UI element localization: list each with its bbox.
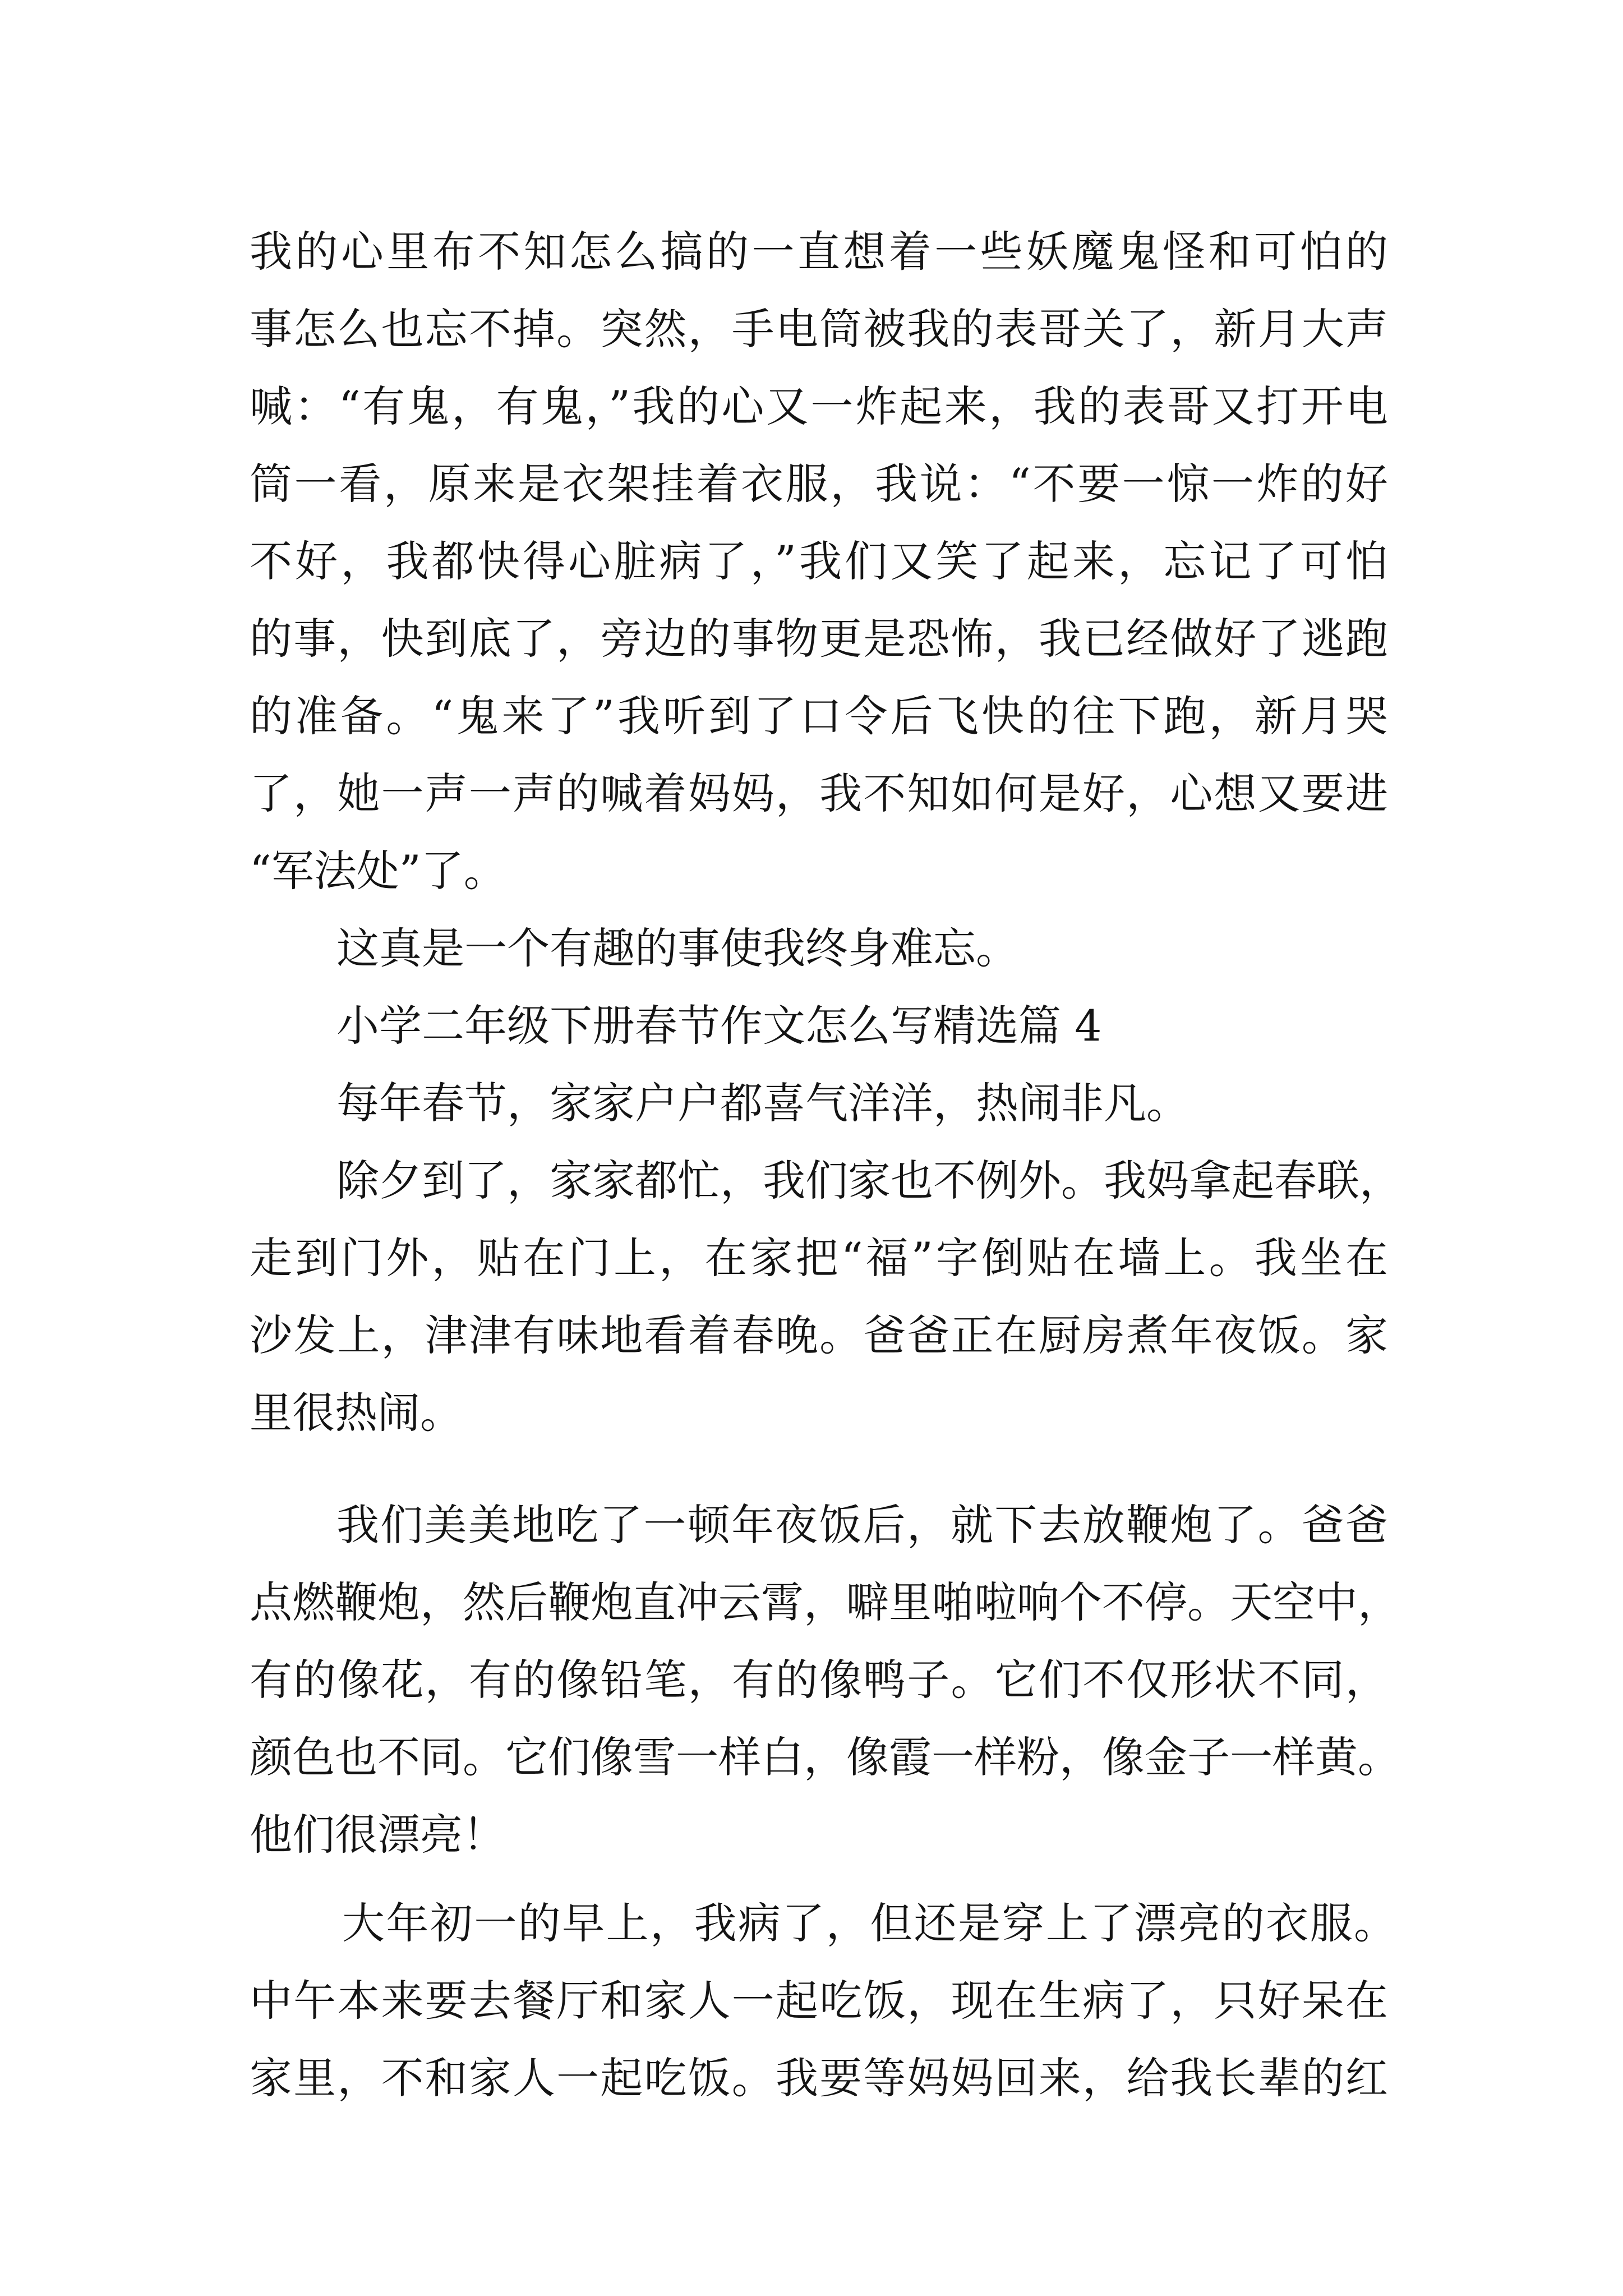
- text-line: 点燃鞭炮，然后鞭炮直冲云霄，噼里啪啦响个不停。天空中，: [250, 1577, 1400, 1627]
- text-line: 的准备。“鬼来了”我听到了口令后飞快的往下跑，新月哭: [250, 691, 1388, 741]
- text-line: 我们美美地吃了一顿年夜饭后，就下去放鞭炮了。爸爸: [336, 1500, 1388, 1550]
- section-heading: 小学二年级下册春节作文怎么写精选篇 4: [336, 1001, 1102, 1051]
- text-line: 中午本来要去餐厅和家人一起吃饭，现在生病了，只好呆在: [250, 1976, 1388, 2026]
- text-line: 大年初一的早上，我病了，但还是穿上了漂亮的衣服。: [342, 1898, 1396, 1948]
- text-line: “军法处”了。: [250, 846, 506, 896]
- text-line: 颜色也不同。它们像雪一样白，像霞一样粉，像金子一样黄。: [250, 1732, 1400, 1782]
- text-line: 除夕到了，家家都忙，我们家也不例外。我妈拿起春联，: [336, 1156, 1402, 1205]
- text-line: 家里，不和家人一起吃饭。我要等妈妈回来，给我长辈的红: [250, 2053, 1388, 2103]
- text-line: 不好，我都快得心脏病了，”我们又笑了起来，忘记了可怕: [250, 536, 1388, 586]
- text-line: 我的心里布不知怎么搞的一直想着一些妖魔鬼怪和可怕的: [250, 227, 1388, 277]
- text-line: 他们很漂亮！: [250, 1810, 505, 1860]
- text-line: 的事，快到底了，旁边的事物更是恐怖，我已经做好了逃跑: [250, 614, 1388, 664]
- text-line: 有的像花，有的像铅笔，有的像鸭子。它们不仅形状不同，: [250, 1655, 1388, 1705]
- text-line: 了，她一声一声的喊着妈妈，我不知如何是好，心想又要进: [250, 769, 1388, 818]
- text-line: 喊：“有鬼，有鬼，”我的心又一炸起来，我的表哥又打开电: [250, 381, 1388, 431]
- text-line: 筒一看，原来是衣架挂着衣服，我说：“不要一惊一炸的好: [250, 459, 1388, 509]
- text-line: 每年春节，家家户户都喜气洋洋，热闹非凡。: [336, 1078, 1189, 1128]
- text-line: 这真是一个有趣的事使我终身难忘。: [336, 923, 1018, 973]
- text-line: 沙发上，津津有味地看着春晚。爸爸正在厨房煮年夜饭。家: [250, 1310, 1388, 1360]
- text-line: 走到门外，贴在门上，在家把“福”字倒贴在墙上。我坐在: [250, 1233, 1388, 1283]
- text-line: 里很热闹。: [250, 1388, 463, 1438]
- text-line: 事怎么也忘不掉。突然，手电筒被我的表哥关了，新月大声: [250, 304, 1388, 354]
